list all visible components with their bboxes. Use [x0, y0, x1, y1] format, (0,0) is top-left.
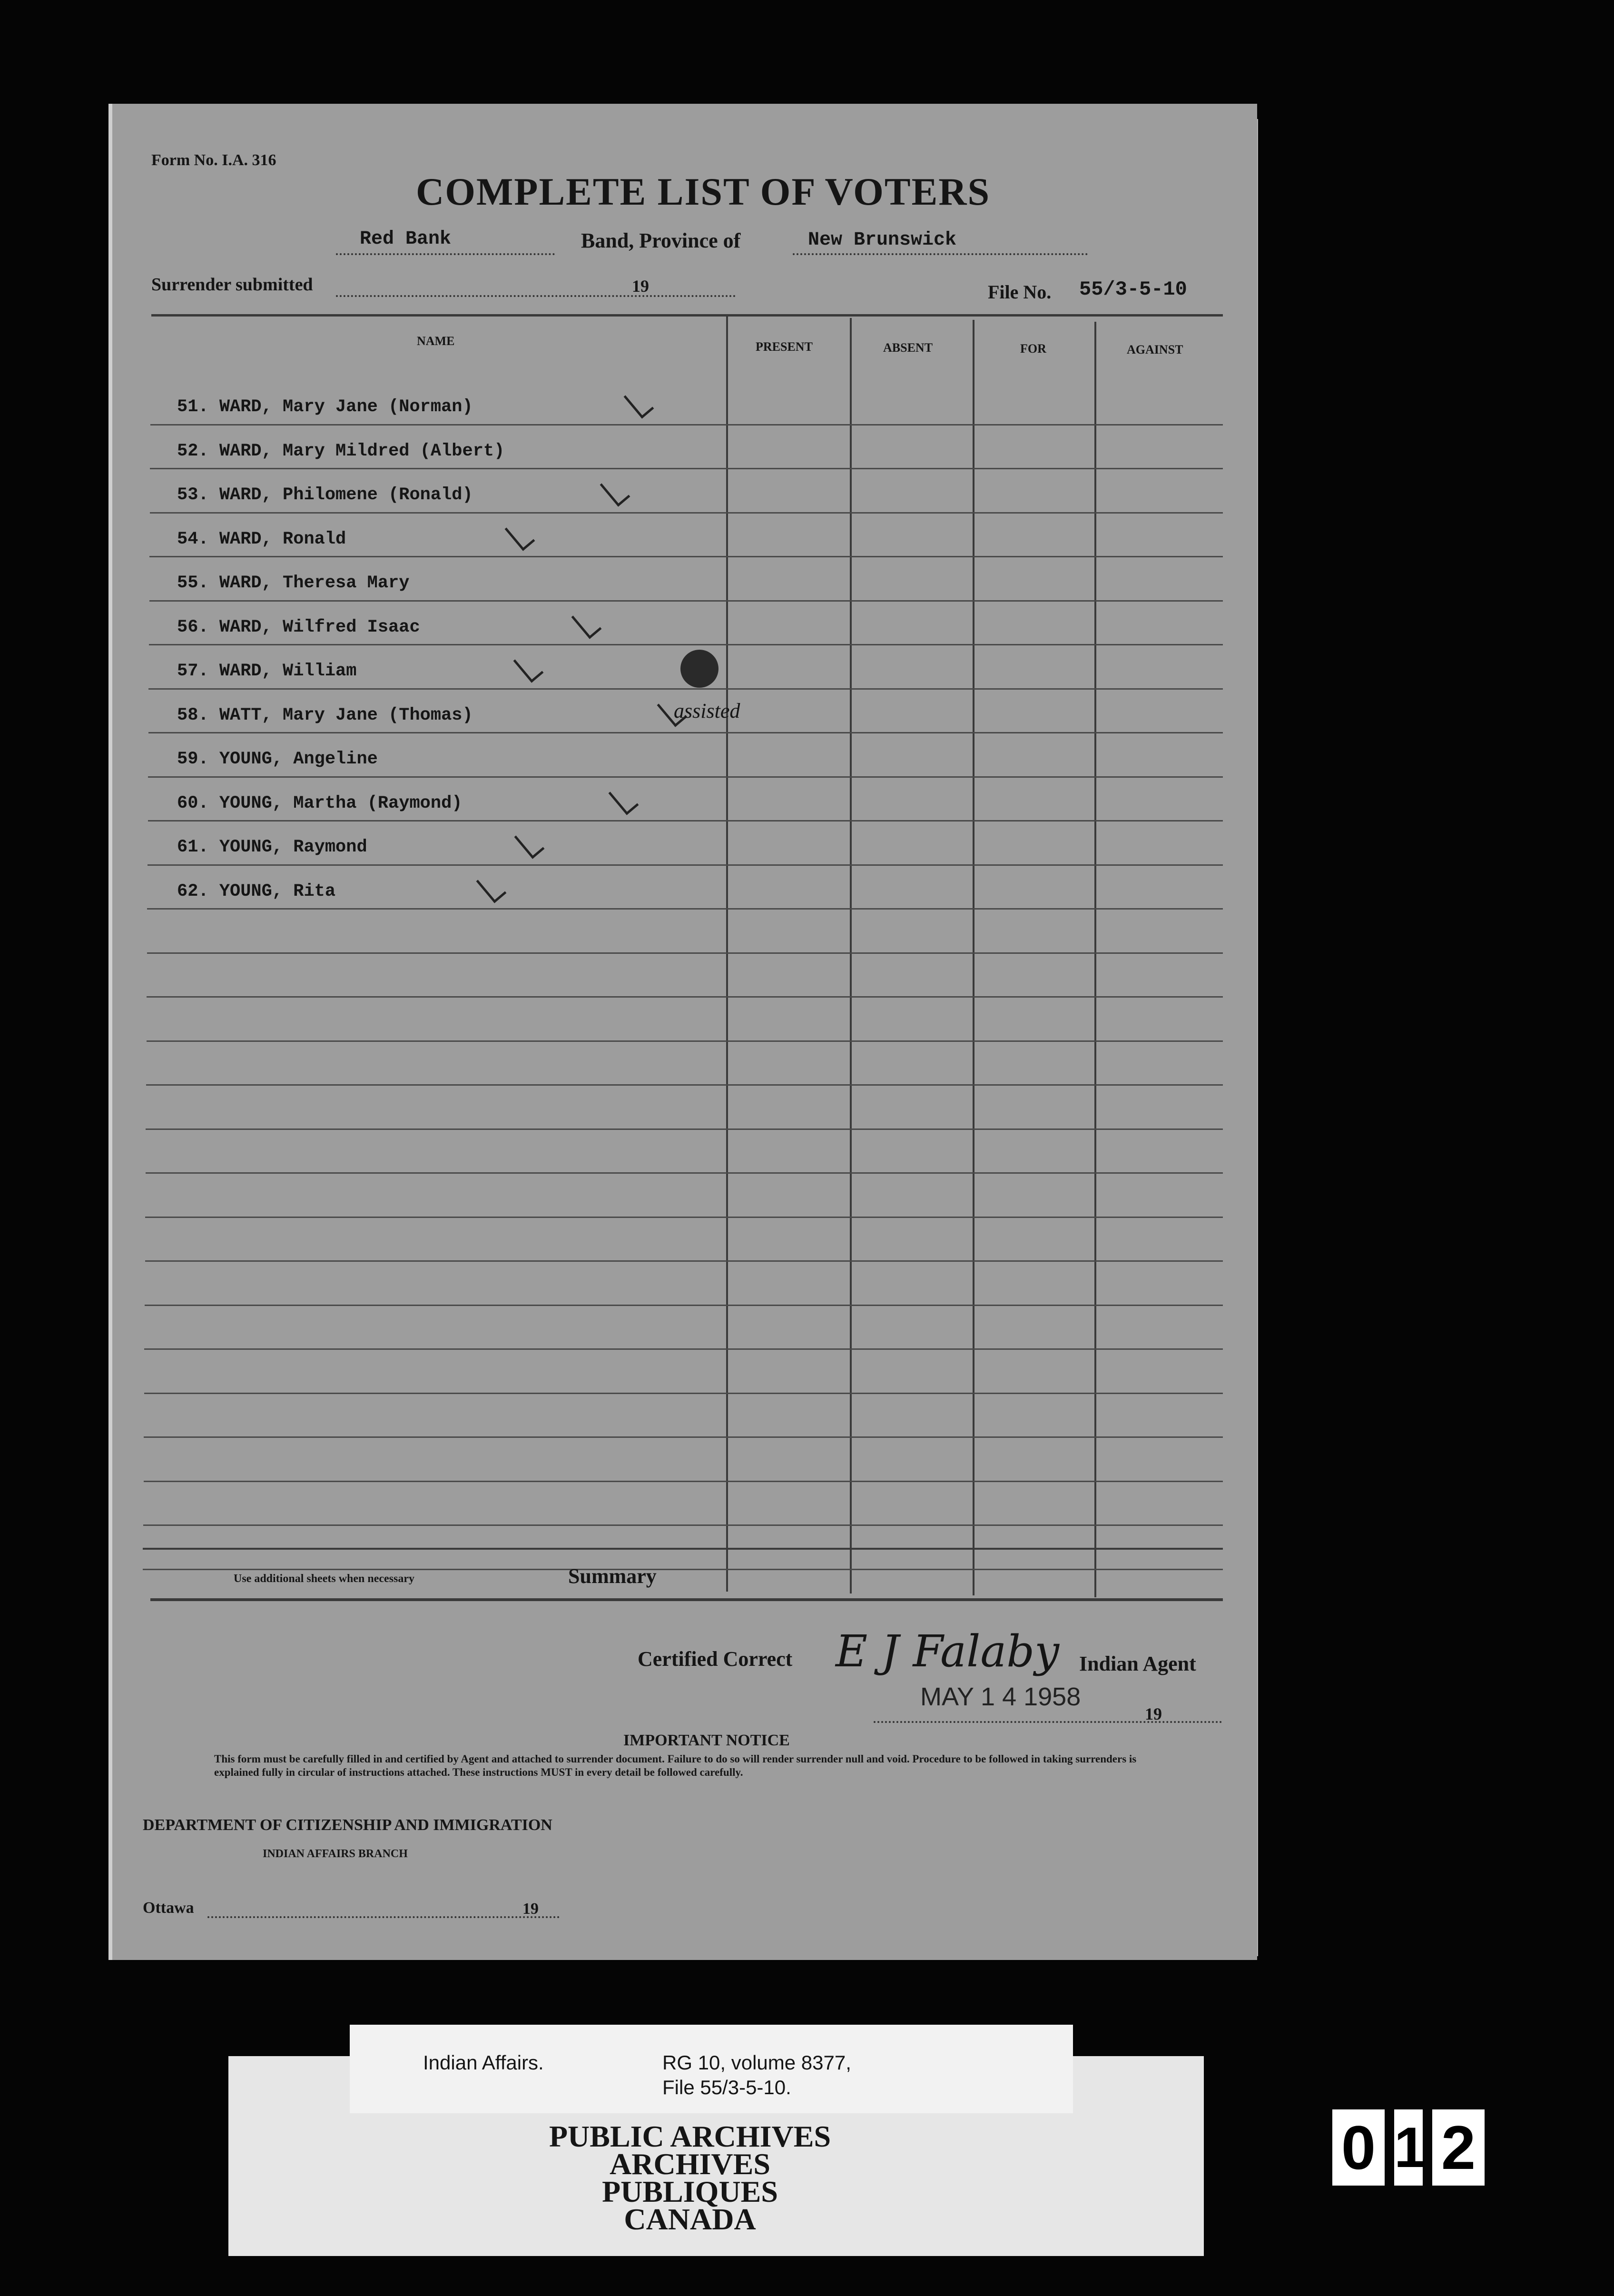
archive-reference-line2: File 55/3-5-10. [662, 2076, 791, 2098]
band-underline [336, 253, 555, 255]
branch-name: INDIAN AFFAIRS BRANCH [263, 1848, 408, 1860]
table-row-rule [144, 1348, 1223, 1350]
table-row-rule [148, 776, 1223, 778]
table-row-rule [149, 644, 1223, 645]
table-row-rule [148, 688, 1223, 690]
column-rule-present [726, 316, 728, 1592]
page-title: COMPLETE LIST OF VOTERS [416, 170, 991, 213]
ottawa-year: 19 [522, 1900, 539, 1918]
column-header-name: NAME [417, 334, 455, 348]
voter-name: 62. YOUNG, Rita [177, 881, 336, 901]
additional-sheets-note: Use additional sheets when necessary [234, 1573, 415, 1585]
column-header-for: FOR [1020, 342, 1046, 356]
voter-name: 57. WARD, William [177, 661, 357, 681]
check-mark-icon [514, 827, 545, 859]
archives-line-en: PUBLIC ARCHIVES [549, 2119, 831, 2153]
table-row-rule [143, 1524, 1223, 1526]
voter-name: 55. WARD, Theresa Mary [177, 573, 410, 593]
voter-name: 52. WARD, Mary Mildred (Albert) [177, 441, 505, 461]
voter-name: 61. YOUNG, Raymond [177, 837, 367, 857]
surrender-underline [336, 295, 736, 297]
check-mark-icon [476, 871, 507, 903]
table-row-rule [144, 1436, 1223, 1438]
table-row-rule [146, 1084, 1223, 1086]
table-row-rule [150, 512, 1223, 514]
file-number: 55/3-5-10 [1079, 278, 1187, 301]
table-row-rule [148, 820, 1223, 821]
voter-list-form [108, 104, 1257, 1960]
agent-label: Indian Agent [1079, 1652, 1196, 1675]
column-rule-for [973, 320, 974, 1595]
notice-heading: IMPORTANT NOTICE [623, 1732, 790, 1749]
check-mark-icon [600, 475, 630, 506]
column-rule-absent [850, 318, 852, 1593]
public-archives-title [542, 2119, 837, 2236]
check-mark-icon [609, 783, 639, 815]
table-row-rule [148, 864, 1223, 866]
table-row-rule [147, 996, 1223, 998]
check-mark-icon [505, 519, 535, 551]
ink-blot [680, 650, 718, 688]
band-label: Band, Province of [581, 229, 741, 252]
archive-source: Indian Affairs. [423, 2051, 544, 2074]
ottawa-label: Ottawa [143, 1899, 194, 1917]
archives-line-country: CANADA [624, 2202, 756, 2236]
ottawa-underline [207, 1916, 560, 1918]
date-stamp: MAY 1 4 1958 [920, 1682, 1081, 1711]
voter-name: 58. WATT, Mary Jane (Thomas) [177, 705, 473, 725]
table-row-rule [149, 600, 1223, 602]
voter-name: 60. YOUNG, Martha (Raymond) [177, 793, 463, 813]
band-name: Red Bank [360, 228, 452, 250]
table-row-rule [148, 732, 1223, 733]
frame-digit-1: 0 [1332, 2109, 1385, 2186]
archives-line-fr: ARCHIVES PUBLIQUES [602, 2147, 778, 2208]
table-row-rule [147, 1040, 1223, 1042]
table-row-rule [146, 1172, 1223, 1174]
column-header-absent: ABSENT [883, 341, 933, 355]
voter-name: 51. WARD, Mary Jane (Norman) [177, 397, 473, 417]
province-underline [793, 253, 1088, 255]
table-bottom-rule [143, 1548, 1223, 1550]
surrender-year: 19 [632, 277, 649, 296]
archive-reference-tag [350, 2025, 1073, 2113]
table-row-rule [145, 1217, 1223, 1218]
column-header-present: PRESENT [756, 340, 813, 354]
table-row-rule [147, 952, 1223, 954]
archive-reference-line1: RG 10, volume 8377, [662, 2051, 851, 2074]
assisted-annotation: assisted [674, 699, 740, 722]
notice-body: This form must be carefully filled in and certified by Agent and attached to surrender document. Failure to do so will render surrender null and void. Procedure to be followed in taking surrenders is explained fully in circular of instructions attached. These instructions MUST in every detail be followed carefully. [214, 1753, 1137, 1778]
voter-name: 53. WARD, Philomene (Ronald) [177, 485, 473, 505]
date-year: 19 [1145, 1704, 1162, 1723]
table-row-rule [144, 1393, 1223, 1394]
table-row-rule [150, 468, 1223, 469]
table-top-rule [151, 314, 1223, 317]
surrender-label: Surrender submitted [151, 275, 313, 295]
province: New Brunswick [808, 229, 957, 251]
table-row-rule [150, 424, 1223, 426]
column-header-against: AGAINST [1127, 343, 1183, 356]
form-number: Form No. I.A. 316 [151, 151, 276, 169]
voter-name: 59. YOUNG, Angeline [177, 749, 378, 769]
file-label: File No. [988, 281, 1052, 303]
voter-name: 54. WARD, Ronald [177, 529, 346, 549]
department-name: DEPARTMENT OF CITIZENSHIP AND IMMIGRATION [143, 1816, 552, 1834]
date-underline [874, 1721, 1222, 1723]
table-row-rule [143, 1569, 1223, 1570]
frame-digit-3: 2 [1432, 2109, 1485, 2186]
frame-digit-2: 1 [1394, 2109, 1423, 2186]
agent-signature: E J Falaby [836, 1626, 1060, 1677]
voter-name: 56. WARD, Wilfred Isaac [177, 617, 420, 637]
check-mark-icon [513, 651, 544, 683]
summary-label: Summary [568, 1564, 657, 1588]
table-row-rule [145, 1305, 1223, 1306]
table-row-rule [144, 1481, 1223, 1482]
table-row-rule [149, 556, 1223, 557]
table-row-rule [146, 1128, 1223, 1130]
check-mark-icon [624, 386, 654, 418]
table-row-rule [145, 1260, 1223, 1262]
certified-label: Certified Correct [638, 1647, 793, 1671]
summary-rule [150, 1598, 1223, 1601]
check-mark-icon [571, 607, 602, 639]
table-row-rule [147, 908, 1223, 910]
